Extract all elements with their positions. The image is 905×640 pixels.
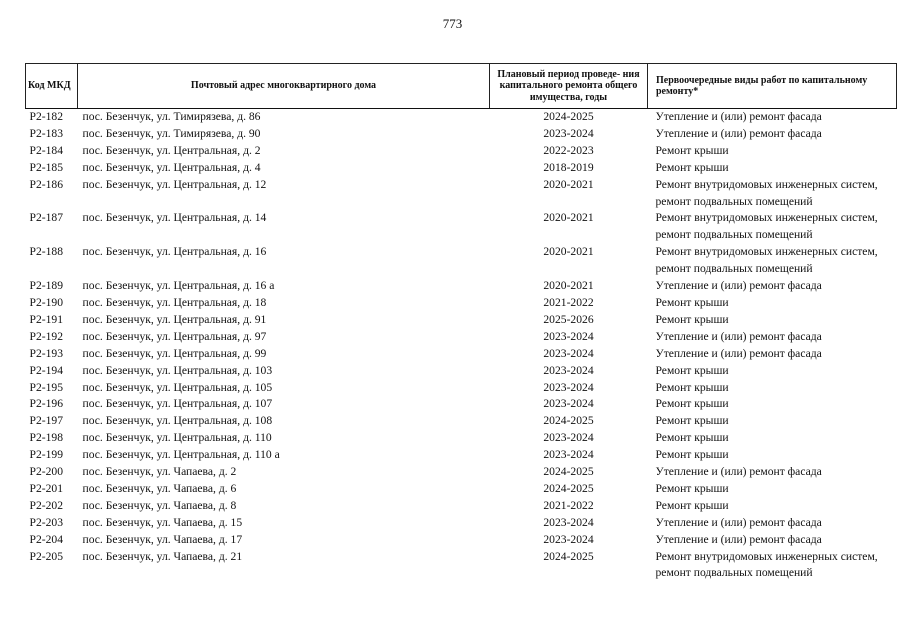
cell-address: пос. Безенчук, ул. Центральная, д. 2 — [82, 143, 261, 157]
cell-code: Р2-182 — [29, 110, 63, 123]
cell-code: Р2-192 — [29, 329, 63, 343]
works-line: Ремонт внутридомовых инженерных систем, — [655, 177, 878, 191]
cell-period: 2020-2021 — [543, 211, 594, 225]
cell-works — [648, 143, 897, 160]
cell-works — [648, 532, 897, 549]
works-line: Утепление и (или) ремонт фасада — [655, 532, 822, 546]
cell-works — [648, 160, 897, 177]
cell-period: 2024-2025 — [543, 481, 594, 495]
cell-address: пос. Безенчук, ул. Чапаева, д. 2 — [82, 465, 237, 479]
cell-code: Р2-201 — [29, 481, 63, 495]
cell-code: Р2-185 — [29, 160, 63, 174]
cell-period: 2022-2023 — [543, 143, 594, 157]
cell-period: 2024-2025 — [543, 110, 594, 123]
cell-code: Р2-197 — [29, 414, 63, 428]
works-line: ремонт подвальных помещений — [655, 194, 813, 208]
table-row — [26, 532, 897, 549]
cell-code: Р2-187 — [29, 211, 63, 225]
cell-code: Р2-186 — [29, 177, 63, 191]
works-line: Ремонт внутридомовых инженерных систем, — [655, 245, 878, 259]
cell-works — [648, 430, 897, 447]
cell-code: Р2-184 — [29, 143, 63, 157]
works-line: Ремонт крыши — [655, 448, 729, 462]
works-line: Ремонт крыши — [655, 481, 729, 495]
cell-address: пос. Безенчук, ул. Центральная, д. 97 — [82, 329, 267, 343]
works-line: Утепление и (или) ремонт фасада — [655, 515, 822, 529]
cell-period: 2024-2025 — [543, 549, 594, 563]
cell-address: пос. Безенчук, ул. Центральная, д. 108 — [82, 414, 273, 428]
cell-code: Р2-194 — [29, 363, 63, 377]
cell-period: 2023-2024 — [543, 329, 594, 343]
works-line: Ремонт крыши — [655, 414, 729, 428]
cell-period: 2024-2025 — [543, 465, 594, 479]
cell-code: Р2-195 — [29, 380, 63, 394]
page-number: 773 — [442, 16, 463, 31]
cell-works — [648, 447, 897, 464]
cell-period: 2024-2025 — [543, 414, 594, 428]
cell-works — [648, 380, 897, 397]
cell-period: 2020-2021 — [543, 245, 594, 259]
cell-address: пос. Безенчук, ул. Чапаева, д. 21 — [82, 549, 243, 563]
works-line: Ремонт крыши — [655, 295, 729, 309]
table-row — [26, 160, 897, 177]
cell-works — [648, 295, 897, 312]
cell-code: Р2-193 — [29, 346, 63, 360]
cell-address: пос. Безенчук, ул. Чапаева, д. 8 — [82, 498, 237, 512]
table-row — [26, 413, 897, 430]
works-line: Ремонт внутридомовых инженерных систем, — [655, 549, 878, 563]
table-row — [26, 447, 897, 464]
header-code: Код МКД — [26, 64, 78, 109]
works-line: Ремонт крыши — [655, 143, 729, 157]
cell-works — [648, 278, 897, 295]
cell-address: пос. Безенчук, ул. Тимирязева, д. 90 — [82, 126, 261, 140]
cell-code: Р2-203 — [29, 515, 63, 529]
cell-address: пос. Безенчук, ул. Центральная, д. 103 — [82, 363, 273, 377]
cell-period: 2018-2019 — [543, 160, 594, 174]
cell-period: 2023-2024 — [543, 126, 594, 140]
table-row — [26, 430, 897, 447]
cell-works — [648, 329, 897, 346]
cell-address: пос. Безенчук, ул. Центральная, д. 14 — [82, 211, 267, 225]
cell-works — [648, 126, 897, 143]
cell-works — [648, 210, 897, 244]
works-line: Ремонт крыши — [655, 397, 729, 411]
works-line: Ремонт крыши — [655, 431, 729, 445]
works-line: Утепление и (или) ремонт фасада — [655, 346, 822, 360]
cell-address: пос. Безенчук, ул. Чапаева, д. 17 — [82, 532, 243, 546]
cell-address: пос. Безенчук, ул. Тимирязева, д. 86 — [82, 110, 261, 123]
cell-works — [648, 481, 897, 498]
cell-code: Р2-190 — [29, 295, 63, 309]
table-row — [26, 126, 897, 143]
cell-works — [648, 464, 897, 481]
cell-address: пос. Безенчук, ул. Чапаева, д. 15 — [82, 515, 243, 529]
cell-address: пос. Безенчук, ул. Центральная, д. 16 — [82, 245, 267, 259]
cell-code: Р2-191 — [29, 312, 63, 326]
works-line: Ремонт внутридомовых инженерных систем, — [655, 211, 878, 225]
table-row — [26, 109, 897, 126]
cell-address: пос. Безенчук, ул. Центральная, д. 12 — [82, 177, 267, 191]
works-line: ремонт подвальных помещений — [655, 566, 813, 580]
header-row — [26, 64, 897, 109]
cell-code: Р2-199 — [29, 448, 63, 462]
works-line: Утепление и (или) ремонт фасада — [655, 126, 822, 140]
works-line: ремонт подвальных помещений — [655, 228, 813, 242]
cell-period: 2023-2024 — [543, 397, 594, 411]
cell-works — [648, 109, 897, 126]
cell-works — [648, 515, 897, 532]
works-line: Утепление и (или) ремонт фасада — [655, 110, 822, 123]
table-row — [26, 295, 897, 312]
cell-period: 2023-2024 — [543, 363, 594, 377]
table-row — [26, 346, 897, 363]
table-body — [26, 109, 897, 583]
cell-code: Р2-196 — [29, 397, 63, 411]
cell-works — [648, 244, 897, 278]
cell-period: 2020-2021 — [543, 177, 594, 191]
table-row — [26, 464, 897, 481]
cell-address: пос. Безенчук, ул. Центральная, д. 105 — [82, 380, 273, 394]
cell-works — [648, 498, 897, 515]
table-row — [26, 396, 897, 413]
cell-code: Р2-205 — [29, 549, 63, 563]
works-line: Ремонт крыши — [655, 363, 729, 377]
cell-works — [648, 312, 897, 329]
cell-period: 2023-2024 — [543, 532, 594, 546]
works-line: Ремонт крыши — [655, 312, 729, 326]
cell-code: Р2-202 — [29, 498, 63, 512]
works-line: Утепление и (или) ремонт фасада — [655, 279, 822, 293]
header-address: Почтовый адрес многоквартирного дома — [78, 64, 490, 109]
works-line: Ремонт крыши — [655, 498, 729, 512]
cell-works — [648, 346, 897, 363]
header-period: Плановый период проведе- ния капитального ремонта общего имущества, годы — [490, 64, 648, 109]
cell-period: 2020-2021 — [543, 279, 594, 293]
table-row — [26, 143, 897, 160]
cell-period: 2023-2024 — [543, 380, 594, 394]
table-row — [26, 498, 897, 515]
table-row — [26, 244, 897, 278]
cell-address: пос. Безенчук, ул. Центральная, д. 16 а — [82, 279, 275, 293]
cell-period: 2023-2024 — [543, 515, 594, 529]
cell-period: 2023-2024 — [543, 448, 594, 462]
cell-address: пос. Безенчук, ул. Центральная, д. 99 — [82, 346, 267, 360]
table-row — [26, 380, 897, 397]
cell-code: Р2-200 — [29, 465, 63, 479]
cell-period: 2023-2024 — [543, 431, 594, 445]
works-line: Утепление и (или) ремонт фасада — [655, 329, 822, 343]
cell-works — [648, 177, 897, 211]
cell-address: пос. Безенчук, ул. Чапаева, д. 6 — [82, 481, 237, 495]
cell-code: Р2-198 — [29, 431, 63, 445]
cell-address: пос. Безенчук, ул. Центральная, д. 110 — [82, 431, 272, 445]
cell-period: 2021-2022 — [543, 295, 594, 309]
cell-address: пос. Безенчук, ул. Центральная, д. 91 — [82, 312, 267, 326]
cell-works — [648, 413, 897, 430]
table-row — [26, 363, 897, 380]
cell-period: 2023-2024 — [543, 346, 594, 360]
cell-code: Р2-189 — [29, 279, 63, 293]
cell-period: 2025-2026 — [543, 312, 594, 326]
table-row — [26, 278, 897, 295]
cell-address: пос. Безенчук, ул. Центральная, д. 107 — [82, 397, 273, 411]
cell-code: Р2-204 — [29, 532, 63, 546]
table-row — [26, 515, 897, 532]
works-line: ремонт подвальных помещений — [655, 262, 813, 276]
table-row — [26, 481, 897, 498]
cell-works — [648, 549, 897, 583]
cell-period: 2021-2022 — [543, 498, 594, 512]
cell-code: Р2-183 — [29, 126, 63, 140]
table-header — [26, 64, 897, 109]
table-row — [26, 329, 897, 346]
table-row — [26, 210, 897, 244]
cell-address: пос. Безенчук, ул. Центральная, д. 110 а — [82, 448, 280, 462]
cell-address: пос. Безенчук, ул. Центральная, д. 4 — [82, 160, 261, 174]
cell-address: пос. Безенчук, ул. Центральная, д. 18 — [82, 295, 267, 309]
capital-repair-table — [25, 63, 897, 582]
works-line: Ремонт крыши — [655, 160, 729, 174]
header-works: Первоочередные виды работ по капитальному ремонту* — [648, 64, 897, 109]
cell-works — [648, 363, 897, 380]
cell-works — [648, 396, 897, 413]
table-row — [26, 549, 897, 583]
cell-code: Р2-188 — [29, 245, 63, 259]
table-row — [26, 177, 897, 211]
works-line: Ремонт крыши — [655, 380, 729, 394]
works-line: Утепление и (или) ремонт фасада — [655, 465, 822, 479]
table-row — [26, 312, 897, 329]
